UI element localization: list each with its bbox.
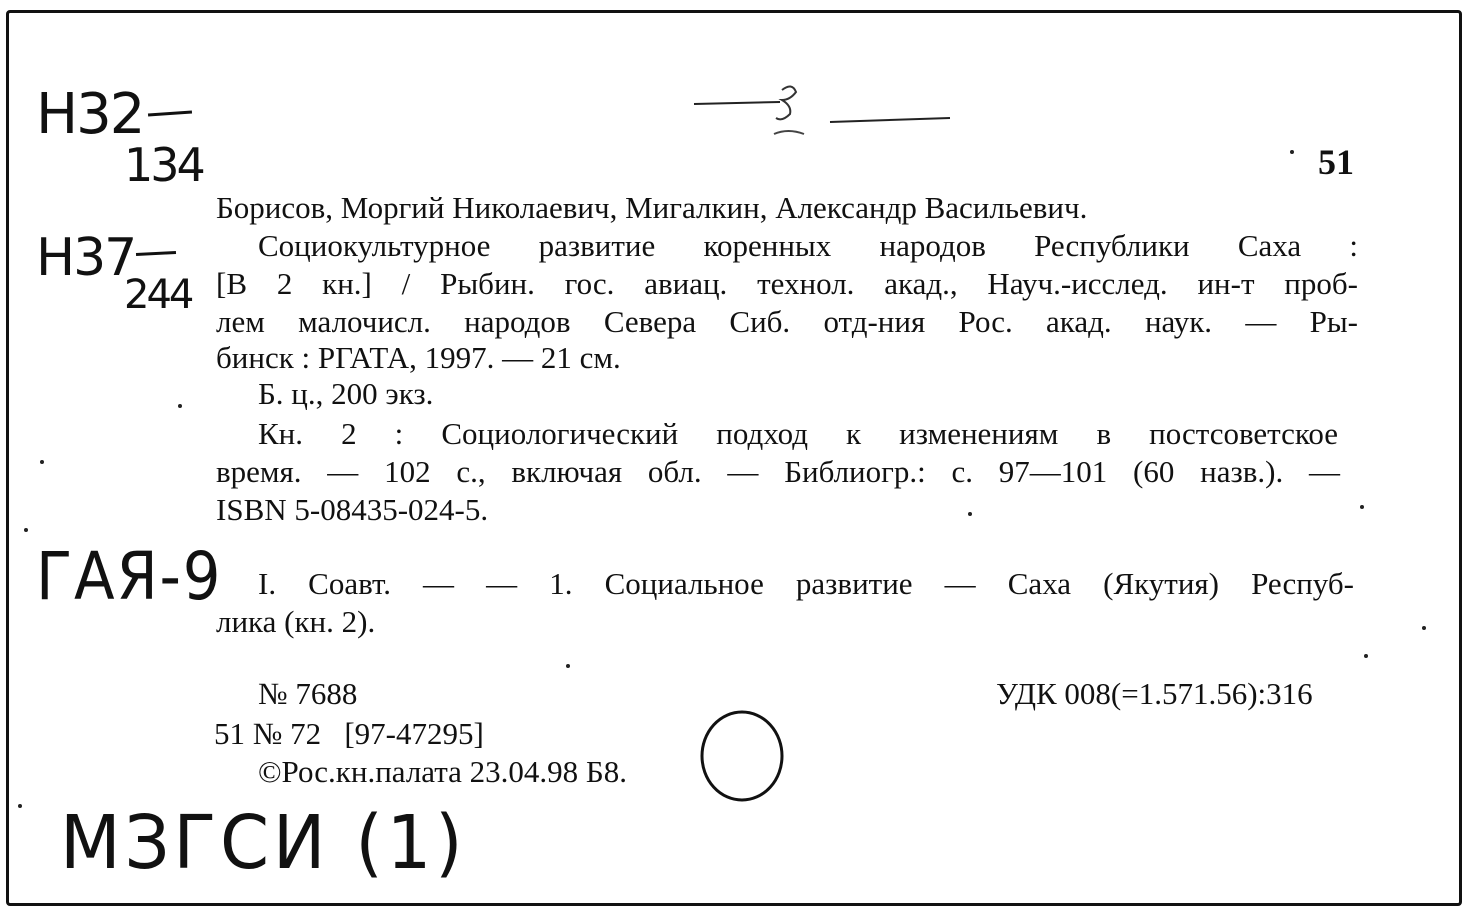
- volume-line-2: время. — 102 с., включая обл. — Библиогр.: с. 97—101 (60 назв.). —: [216, 454, 1340, 489]
- stamp-circle: [696, 708, 788, 804]
- title-line-1: Социокультурное развитие коренных народов Республики Саха :: [258, 228, 1358, 263]
- handwritten-code: ГАЯ-9: [36, 538, 223, 615]
- scan-speck: [1360, 505, 1364, 509]
- subject-line-1: I. Соавт. — — 1. Социальное развитие — Саха (Якутия) Респуб-: [258, 566, 1354, 601]
- scan-speck: [968, 512, 972, 516]
- volume-line-1: Кн. 2 : Социологический подход к изменениям в постсоветское: [258, 416, 1338, 451]
- scan-speck: [24, 528, 28, 532]
- title-line-2: [В 2 кн.] / Рыбин. гос. авиац. технол. акад., Науч.-исслед. ин-т проб-: [216, 266, 1358, 301]
- record-number: № 7688: [258, 676, 358, 711]
- scan-speck: [18, 804, 22, 808]
- scan-speck: [566, 664, 570, 668]
- scan-speck: [1422, 626, 1426, 630]
- handwritten-squiggle-mark: [690, 78, 960, 142]
- handwritten-shelf-mark-1-top: Н32: [36, 82, 144, 147]
- handwritten-shelf-mark-1-bottom: 134: [124, 138, 203, 192]
- volume-line-3: ISBN 5-08435-024-5.: [216, 492, 489, 527]
- udk-classification: УДК 008(=1.571.56):316: [996, 676, 1313, 711]
- handwritten-library-mark: МЗГСИ (1): [60, 800, 467, 886]
- title-line-4: бинск : РГАТА, 1997. — 21 см.: [216, 340, 621, 375]
- scan-speck: [40, 460, 44, 464]
- title-line-3: лем малочисл. народов Севера Сиб. отд-ния Рос. акад. наук. — Ры-: [216, 304, 1358, 339]
- scan-speck: [1290, 150, 1294, 154]
- scan-speck: [1364, 654, 1368, 658]
- price-line: Б. ц., 200 экз.: [258, 376, 434, 411]
- author-heading: Борисов, Моргий Николаевич, Мигалкин, Александр Васильевич.: [216, 190, 1088, 225]
- registry-line: 51 № 72 [97-47295]: [214, 716, 484, 751]
- copyright-line: ©Рос.кн.палата 23.04.98 Б8.: [258, 754, 627, 789]
- scan-speck: [178, 404, 182, 408]
- handwritten-shelf-mark-2-bottom: 244: [124, 272, 192, 318]
- subject-line-2: лика (кн. 2).: [216, 604, 376, 639]
- handwritten-shelf-mark-2-top: Н37: [36, 228, 136, 288]
- page-number: 51: [1318, 142, 1354, 182]
